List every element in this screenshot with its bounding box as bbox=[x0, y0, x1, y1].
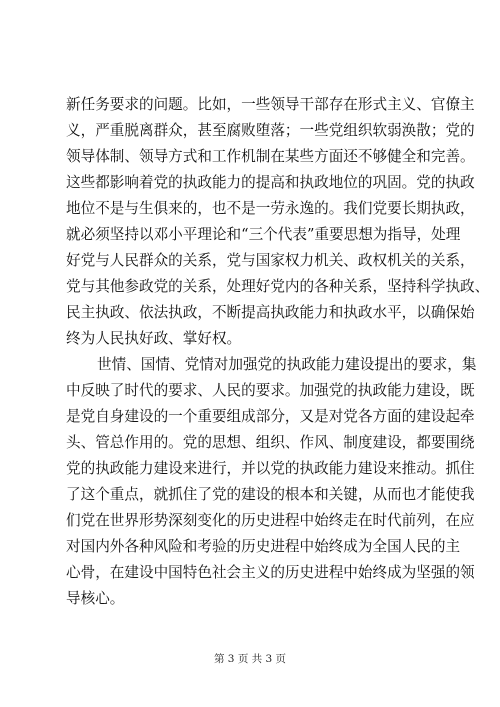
text-line: 领导体制、领导方式和工作机制在某些方面还不够健全和完善。 bbox=[66, 148, 475, 165]
text-line: 终为人民执好政、掌好权。 bbox=[66, 330, 242, 347]
text-line: 导核心。 bbox=[66, 590, 125, 607]
text-line: 民主执政、依法执政，不断提高执政能力和执政水平，以确保始 bbox=[66, 304, 475, 321]
text-line: 头、管总作用的。党的思想、组织、作风、制度建设，都要围绕 bbox=[66, 434, 475, 451]
text-line: 新任务要求的问题。比如，一些领导干部存在形式主义、官僚主 bbox=[66, 96, 475, 113]
page-number-label: 第 3 页 共 3 页 bbox=[213, 653, 287, 665]
text-line: 党与其他参政党的关系，处理好党内的各种关系，坚持科学执政、 bbox=[66, 278, 490, 295]
paragraph-2 bbox=[66, 352, 477, 612]
text-line: 这些都影响着党的执政能力的提高和执政地位的巩固。党的执政 bbox=[66, 174, 475, 191]
text-line: 党的执政能力建设来进行，并以党的执政能力建设来推动。抓住 bbox=[66, 460, 475, 477]
text-line: 是党自身建设的一个重要组成部分，又是对党各方面的建设起牵 bbox=[66, 408, 475, 425]
text-line: 了这个重点，就抓住了党的建设的根本和关键，从而也才能使我 bbox=[66, 486, 475, 503]
text-line: 地位不是与生俱来的，也不是一劳永逸的。我们党要长期执政， bbox=[66, 200, 475, 217]
text-line: 心骨，在建设中国特色社会主义的历史进程中始终成为坚强的领 bbox=[66, 564, 475, 581]
text-line: 义，严重脱离群众，甚至腐败堕落；一些党组织软弱涣散；党的 bbox=[66, 122, 475, 139]
text-line: 们党在世界形势深刻变化的历史进程中始终走在时代前列，在应 bbox=[66, 512, 475, 529]
page-footer bbox=[0, 652, 500, 666]
text-line: 对国内外各种风险和考验的历史进程中始终成为全国人民的主 bbox=[66, 538, 461, 555]
text-line: 好党与人民群众的关系，党与国家权力机关、政权机关的关系， bbox=[66, 252, 475, 269]
body-text bbox=[66, 92, 490, 612]
text-line: 世情、国情、党情对加强党的执政能力建设提出的要求，集 bbox=[97, 356, 477, 373]
text-line: 就必须坚持以邓小平理论和“三个代表”重要思想为指导，处理 bbox=[66, 226, 461, 243]
paragraph-1 bbox=[66, 92, 490, 352]
text-line: 中反映了时代的要求、人民的要求。加强党的执政能力建设，既 bbox=[66, 382, 475, 399]
